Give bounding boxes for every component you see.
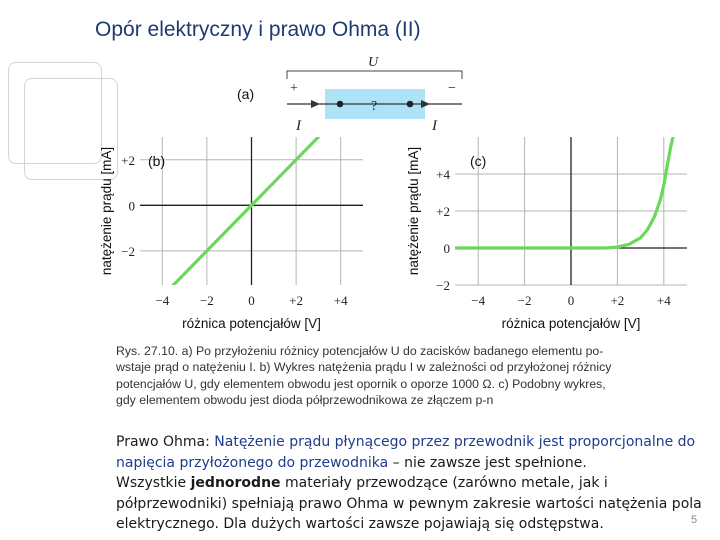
x-axis-label: różnica potencjałów [V] — [182, 316, 321, 331]
y-tick-label: −2 — [121, 243, 135, 259]
caption-line: potencjałów U, gdy elementem obwodu jest opornik o oporze 1000 Ω. c) Podobny wykres, — [116, 376, 606, 391]
x-axis-label: różnica potencjałów [V] — [501, 316, 641, 331]
current-label-left: I — [296, 118, 301, 134]
voltage-label: U — [368, 55, 379, 70]
page-number: 5 — [691, 514, 698, 526]
ohm-law-statement: Natężenie prądu płynącego przez przewodnik jest proporcjonalne do napięcia przyłożonego do przewodnika — [116, 434, 696, 471]
x-tick-label: −2 — [517, 293, 532, 308]
slide-title: Opór elektryczny i prawo Ohma (II) — [95, 18, 421, 41]
y-tick-label: +2 — [436, 204, 450, 219]
caption-line: wstaje prąd o natężeniu I. b) Wykres natężenia prądu I w zależności od przyłożonej różnicy — [116, 360, 612, 375]
x-tick-label: 0 — [248, 293, 255, 308]
arrow-left — [311, 100, 320, 108]
chart-b — [99, 105, 363, 331]
label-c: (c) — [470, 153, 487, 169]
x-tick-label: 0 — [567, 293, 575, 308]
voltage-bracket — [287, 71, 462, 79]
series-line — [171, 105, 349, 287]
body-text — [116, 432, 712, 535]
label-a: (a) — [237, 86, 255, 102]
bold-word: jednorodne — [190, 475, 281, 491]
minus-sign: − — [448, 81, 456, 96]
element-question: ? — [371, 99, 378, 114]
y-tick-label: +4 — [436, 167, 450, 182]
sentence2-rest: materiały przewodzące (zarówno metale, jak i półprzewodniki) spełniają prawo Ohma w pewnym zakresie wartości natężenia pola elektrycznego. Dla dużych wartości zawsze pojawiają się odstępstwa. — [116, 475, 702, 532]
chart-c — [406, 137, 687, 331]
terminal-left — [337, 101, 344, 108]
figure-caption — [116, 343, 696, 409]
arrow-right — [421, 100, 430, 108]
sentence2-start: Wszystkie — [116, 475, 191, 491]
current-label-right: I — [432, 118, 437, 134]
x-tick-label: +2 — [610, 293, 625, 308]
x-tick-label: −4 — [471, 293, 486, 308]
y-tick-label: −2 — [436, 278, 450, 293]
x-tick-label: −4 — [155, 293, 170, 308]
label-b: (b) — [148, 153, 166, 169]
law-suffix: – nie zawsze jest spełnione. — [388, 454, 587, 471]
x-tick-label: −2 — [199, 293, 214, 308]
y-tick-label: +2 — [121, 152, 135, 168]
x-tick-label: +4 — [656, 293, 671, 308]
series-line — [455, 137, 673, 248]
plus-sign: + — [290, 81, 298, 96]
body-prefix: Prawo Ohma: — [116, 434, 215, 450]
caption-line: Rys. 27.10. a) Po przyłożeniu różnicy potencjałów U do zacisków badanego elementu po- — [116, 344, 604, 358]
y-tick-label: 0 — [128, 198, 135, 214]
x-tick-label: +2 — [289, 293, 304, 308]
x-tick-label: +4 — [333, 293, 348, 308]
y-axis-label: natężenie prądu [mA] — [99, 146, 114, 276]
y-axis-label: natężenie prądu [mA] — [406, 146, 421, 276]
terminal-right — [407, 101, 414, 108]
caption-line: gdy elementem obwodu jest dioda półprzewodnikowa ze złączem p-n — [116, 393, 494, 408]
y-tick-label: 0 — [443, 241, 450, 256]
circuit-diagram — [237, 55, 462, 134]
